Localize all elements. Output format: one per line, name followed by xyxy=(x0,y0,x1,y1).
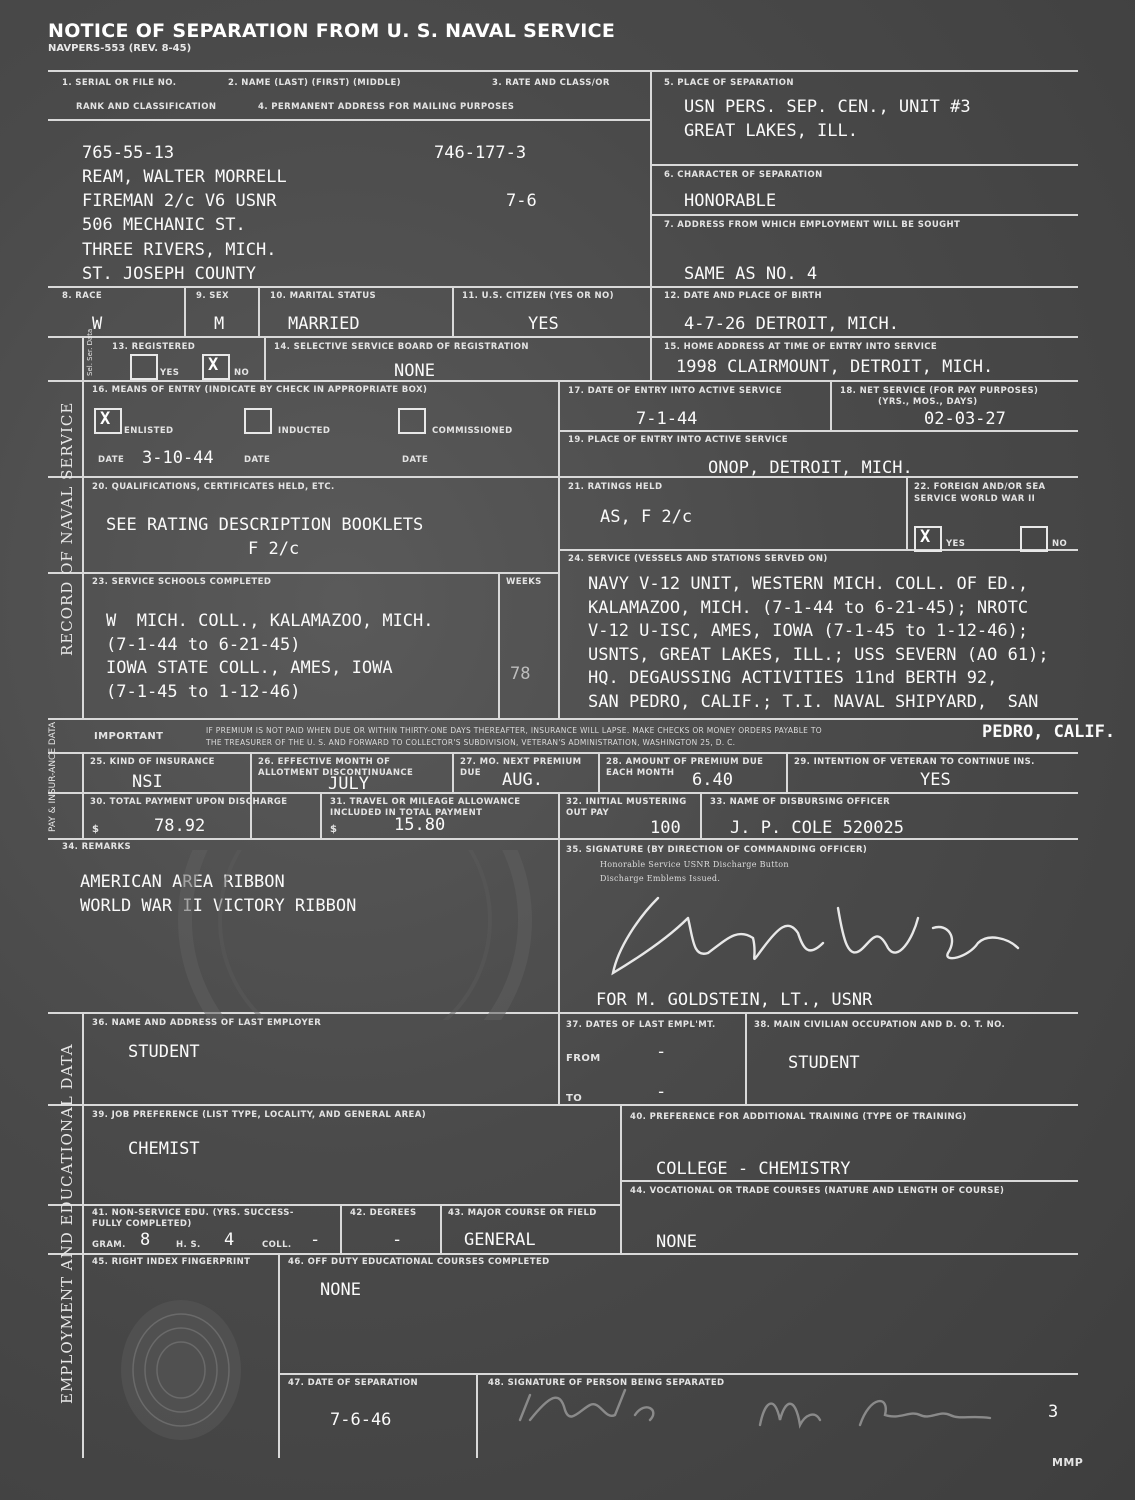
registered-yes-box xyxy=(130,354,158,380)
rule xyxy=(48,752,1078,754)
foreign-check: X xyxy=(920,527,931,547)
rule xyxy=(786,752,788,792)
rule xyxy=(906,476,908,549)
character-value: HONORABLE xyxy=(684,191,777,211)
rule xyxy=(48,1253,1078,1255)
rule xyxy=(700,792,702,838)
label-inducted: INDUCTED xyxy=(278,426,331,436)
address-line-2: THREE RIVERS, MICH. xyxy=(82,240,277,260)
ss-board-value: NONE xyxy=(394,361,435,381)
stamp-line-2: Discharge Emblems Issued. xyxy=(600,874,721,883)
label-allotment: ALLOTMENT DISCONTINUANCE xyxy=(258,768,414,778)
label-disbursing-officer: 33. NAME OF DISBURSING OFFICER xyxy=(710,797,891,807)
rule xyxy=(82,336,84,718)
label-date-enlisted: DATE xyxy=(98,455,125,465)
label-travel-included: INCLUDED IN TOTAL PAYMENT xyxy=(330,808,483,818)
label-foreign-yes: YES xyxy=(946,539,966,549)
dollar-sign-total: $ xyxy=(92,824,100,835)
label-permanent-address: 4. PERMANENT ADDRESS FOR MAILING PURPOSES xyxy=(258,102,515,112)
label-vocational: 44. VOCATIONAL OR TRADE COURSES (NATURE AND LENGTH OF COURSE) xyxy=(630,1186,1005,1196)
rule xyxy=(650,70,652,336)
important-notice-line-2: THE TREASURER OF THE U. S. AND FORWARD TO COLLECTOR'S SUBDIVISION, VETERAN'S ADMINISTRATION, WASHINGTON 25, D. C. xyxy=(206,738,736,747)
rule xyxy=(48,572,558,574)
rule xyxy=(48,1204,620,1206)
label-yes: YES xyxy=(160,368,180,378)
rule xyxy=(48,380,1078,382)
label-date-inducted: DATE xyxy=(244,455,271,465)
label-college: COLL. xyxy=(262,1240,292,1250)
label-rank: RANK AND CLASSIFICATION xyxy=(76,102,217,112)
label-foreign-service-2: SERVICE WORLD WAR II xyxy=(914,494,1036,504)
foreign-no-box xyxy=(1020,526,1048,552)
net-service-value: 02-03-27 xyxy=(924,409,1006,429)
label-premium-amount: 28. AMOUNT OF PREMIUM DUE xyxy=(606,757,764,767)
commissioned-box xyxy=(398,408,426,434)
rule xyxy=(48,792,1078,794)
rate-value: FIREMAN 2/c V6 USNR xyxy=(82,191,277,211)
rule xyxy=(558,792,560,838)
official-seal xyxy=(170,850,540,1020)
label-name: 2. NAME (LAST) (FIRST) (MIDDLE) xyxy=(228,78,401,88)
label-entry-place: 19. PLACE OF ENTRY INTO ACTIVE SERVICE xyxy=(568,435,788,445)
label-high-school: H. S. xyxy=(176,1240,201,1250)
rule xyxy=(558,838,560,1104)
label-separation-date: 47. DATE OF SEPARATION xyxy=(288,1378,419,1388)
form-title: NOTICE OF SEPARATION FROM U. S. NAVAL SERVICE xyxy=(48,20,616,42)
separation-date-value: 7-6-46 xyxy=(330,1410,392,1430)
service-vessels-value: NAVY V-12 UNIT, WESTERN MICH. COLL. OF ED., KALAMAZOO, MICH. (7-1-44 to 6-21-45); NROTC V-12 U-ISC, AMES, IOWA (7-1-45 to 1-12-46); USNTS, GREAT LAKES, ILL.; USS SEVERN (AO 61); HQ. DEGAUSSING ACTIVITIES 11nd BERTH 92, SAN PEDRO, CALIF.; T.I. NAVAL SHIPYARD, SAN xyxy=(588,574,1049,712)
address-line-3: ST. JOSEPH COUNTY xyxy=(82,264,256,284)
label-foreign-service: 22. FOREIGN AND/OR SEA xyxy=(914,482,1046,492)
label-character: 6. CHARACTER OF SEPARATION xyxy=(664,170,823,180)
total-payment-value: 78.92 xyxy=(154,816,206,836)
label-each-month: EACH MONTH xyxy=(606,768,675,778)
enlist-date-value: 3-10-44 xyxy=(142,448,214,468)
label-ratings: 21. RATINGS HELD xyxy=(568,482,663,492)
important-notice-line-1: IF PREMIUM IS NOT PAID WHEN DUE OR WITHIN THIRTY-ONE DAYS THEREAFTER, INSURANCE WILL LAPSE. MAKE CHECKS OR MONEY ORDERS PAYABLE TO xyxy=(206,726,822,735)
label-employment-address: 7. ADDRESS FROM WHICH EMPLOYMENT WILL BE SOUGHT xyxy=(664,220,961,230)
qualifications-line-2: F 2/c xyxy=(248,539,300,559)
remarks-line-1: AMERICAN AREA RIBBON xyxy=(80,872,285,892)
label-ss-board: 14. SELECTIVE SERVICE BOARD OF REGISTRATION xyxy=(274,342,529,352)
off-duty-value: NONE xyxy=(320,1280,361,1300)
label-no: NO xyxy=(234,368,250,378)
rule xyxy=(250,752,252,838)
entry-date-value: 7-1-44 xyxy=(636,409,698,429)
rule xyxy=(452,286,454,336)
class-value: 7-6 xyxy=(506,191,537,211)
allotment-month-value: JULY xyxy=(328,774,369,794)
rule xyxy=(558,380,560,718)
rule xyxy=(620,1180,1078,1182)
label-place-separation: 5. PLACE OF SEPARATION xyxy=(664,78,794,88)
rule xyxy=(264,336,266,380)
address-line-1: 506 MECHANIC ST. xyxy=(82,215,246,235)
form-number: NAVPERS-553 (REV. 8-45) xyxy=(48,43,192,54)
rule xyxy=(340,1204,342,1253)
rule xyxy=(440,1204,442,1253)
officer-signature xyxy=(598,878,1038,988)
label-sex: 9. SEX xyxy=(196,291,229,301)
rule xyxy=(830,380,832,430)
label-continue-insurance: 29. INTENTION OF VETERAN TO CONTINUE INS. xyxy=(794,757,1035,767)
rule xyxy=(82,1012,84,1458)
degrees-value: - xyxy=(392,1230,403,1250)
race-value: W xyxy=(92,314,103,334)
label-citizen: 11. U.S. CITIZEN (YES OR NO) xyxy=(462,291,614,301)
label-birth: 12. DATE AND PLACE OF BIRTH xyxy=(664,291,822,301)
insurance-value: NSI xyxy=(132,772,163,792)
label-from: FROM xyxy=(566,1053,601,1064)
rule xyxy=(48,336,1078,338)
label-serial: 1. SERIAL OR FILE NO. xyxy=(62,78,177,88)
remarks-line-2: WORLD WAR II VICTORY RIBBON xyxy=(80,896,357,916)
label-registered: 13. REGISTERED xyxy=(112,342,196,352)
label-service-schools: 23. SERVICE SCHOOLS COMPLETED xyxy=(92,577,272,587)
birth-value: 4-7-26 DETROIT, MICH. xyxy=(684,314,899,334)
label-remarks: 34. REMARKS xyxy=(62,842,132,852)
rule xyxy=(598,752,600,792)
registered-check: X xyxy=(208,355,219,375)
file-no-value: 746-177-3 xyxy=(434,143,527,163)
citizen-value: YES xyxy=(528,314,559,334)
label-mustering-pay: OUT PAY xyxy=(566,808,610,818)
qualifications-line-1: SEE RATING DESCRIPTION BOOKLETS xyxy=(106,515,424,535)
dollar-sign-travel: $ xyxy=(330,824,338,835)
rule xyxy=(498,572,500,718)
label-date-commissioned: DATE xyxy=(402,455,429,465)
rule xyxy=(650,336,652,380)
stamp-line-1: Honorable Service USNR Discharge Button xyxy=(600,860,789,869)
for-officer-value: FOR M. GOLDSTEIN, LT., USNR xyxy=(596,990,873,1010)
weeks-value: 78 xyxy=(510,664,531,684)
rule xyxy=(278,1253,280,1458)
label-net-service-units: (YRS., MOS., DAYS) xyxy=(878,397,978,407)
veteran-signature xyxy=(500,1380,1020,1440)
label-last-employer: 36. NAME AND ADDRESS OF LAST EMPLOYER xyxy=(92,1018,322,1028)
fingerprint-impression xyxy=(96,1290,266,1440)
label-sel-ser: Sel. Ser. Data xyxy=(86,328,94,376)
label-next-premium: 27. MO. NEXT PREMIUM xyxy=(460,757,582,767)
rule xyxy=(48,286,1078,288)
travel-value: 15.80 xyxy=(394,815,446,835)
label-foreign-no: NO xyxy=(1052,539,1068,549)
label-travel: 31. TRAVEL OR MILEAGE ALLOWANCE xyxy=(330,797,521,807)
rule xyxy=(558,549,1078,551)
label-important: IMPORTANT xyxy=(94,731,164,742)
label-marital: 10. MARITAL STATUS xyxy=(270,291,377,301)
last-employer-value: STUDENT xyxy=(128,1042,200,1062)
label-total-payment: 30. TOTAL PAYMENT UPON DISCHARGE xyxy=(90,797,288,807)
rule xyxy=(452,752,454,792)
side-label-employment: EMPLOYMENT AND EDUCATIONAL DATA xyxy=(58,1043,76,1404)
inducted-box xyxy=(244,408,272,434)
college-years-value: - xyxy=(310,1230,321,1250)
rule xyxy=(476,1373,478,1458)
label-grammar: GRAM. xyxy=(92,1240,126,1250)
label-weeks: WEEKS xyxy=(506,577,542,587)
label-commissioned: COMMISSIONED xyxy=(432,426,513,436)
rule xyxy=(82,752,84,838)
rule xyxy=(48,476,1078,478)
premium-amount-value: 6.40 xyxy=(692,770,733,790)
label-non-service-education: 41. NON-SERVICE EDU. (YRS. SUCCESS- xyxy=(92,1208,294,1218)
label-degrees: 42. DEGREES xyxy=(350,1208,417,1218)
side-label-pay: PAY & INSUR-ANCE DATA xyxy=(48,721,58,832)
label-off-duty-courses: 46. OFF DUTY EDUCATIONAL COURSES COMPLETED xyxy=(288,1257,550,1267)
rule xyxy=(320,792,322,838)
label-major: 43. MAJOR COURSE OR FIELD xyxy=(448,1208,597,1218)
label-signature-separated: 48. SIGNATURE OF PERSON BEING SEPARATED xyxy=(488,1378,725,1388)
job-preference-value: CHEMIST xyxy=(128,1139,200,1159)
label-enlisted: ENLISTED xyxy=(124,426,174,436)
rule xyxy=(650,164,1078,166)
major-value: GENERAL xyxy=(464,1230,536,1250)
rule xyxy=(48,1104,1078,1106)
marital-value: MARRIED xyxy=(288,314,360,334)
label-fingerprint: 45. RIGHT INDEX FINGERPRINT xyxy=(92,1257,251,1267)
label-entry-date: 17. DATE OF ENTRY INTO ACTIVE SERVICE xyxy=(568,386,782,396)
place-separation-line-2: GREAT LAKES, ILL. xyxy=(684,121,858,141)
service-vessels-continuation: PEDRO, CALIF. xyxy=(982,722,1116,742)
occupation-value: STUDENT xyxy=(788,1053,860,1073)
continue-insurance-value: YES xyxy=(920,770,951,790)
label-insurance-kind: 25. KIND OF INSURANCE xyxy=(90,757,215,767)
home-address-value: 1998 CLAIRMOUNT, DETROIT, MICH. xyxy=(676,357,994,377)
label-fully-completed: FULLY COMPLETED) xyxy=(92,1219,192,1229)
label-means-entry: 16. MEANS OF ENTRY (INDICATE BY CHECK IN APPROPRIATE BOX) xyxy=(92,385,428,395)
employment-address-value: SAME AS NO. 4 xyxy=(684,264,818,284)
ratings-value: AS, F 2/c xyxy=(600,507,693,527)
label-qualifications: 20. QUALIFICATIONS, CERTIFICATES HELD, ETC. xyxy=(92,482,335,492)
label-mustering: 32. INITIAL MUSTERING xyxy=(566,797,687,807)
label-to: TO xyxy=(566,1093,583,1104)
training-value: COLLEGE - CHEMISTRY xyxy=(656,1159,851,1179)
grammar-years-value: 8 xyxy=(140,1230,151,1250)
label-net-service: 18. NET SERVICE (FOR PAY PURPOSES) xyxy=(840,386,1039,396)
enlisted-check: X xyxy=(100,409,111,429)
rule xyxy=(620,1104,622,1253)
label-training-preference: 40. PREFERENCE FOR ADDITIONAL TRAINING (TYPE OF TRAINING) xyxy=(630,1112,967,1122)
rule xyxy=(745,1012,747,1104)
label-signature-officer: 35. SIGNATURE (BY DIRECTION OF COMMANDING OFFICER) xyxy=(566,845,868,855)
rule xyxy=(48,838,1078,840)
place-separation-line-1: USN PERS. SEP. CEN., UNIT #3 xyxy=(684,97,971,117)
label-job-preference: 39. JOB PREFERENCE (LIST TYPE, LOCALITY, AND GENERAL AREA) xyxy=(92,1110,426,1120)
rule xyxy=(48,718,1078,720)
disbursing-officer-value: J. P. COLE 520025 xyxy=(730,818,904,838)
mustering-value: 100 xyxy=(650,818,681,838)
sex-value: M xyxy=(214,314,225,334)
premium-due-value: AUG. xyxy=(502,770,543,790)
side-label-record: RECORD OF NAVAL SERVICE xyxy=(58,401,76,656)
serial-value: 765-55-13 xyxy=(82,143,175,163)
label-next-premium-due: DUE xyxy=(460,768,481,778)
label-effective-month: 26. EFFECTIVE MONTH OF xyxy=(258,757,391,767)
rule xyxy=(258,286,260,336)
page-number: 3 xyxy=(1048,1402,1059,1422)
initials-mark: MMP xyxy=(1052,1456,1084,1469)
label-service-vessels: 24. SERVICE (VESSELS AND STATIONS SERVED ON) xyxy=(568,554,828,564)
label-dates-last-employment: 37. DATES OF LAST EMPL'MT. xyxy=(566,1020,716,1030)
label-civilian-occupation: 38. MAIN CIVILIAN OCCUPATION AND D. O. T. NO. xyxy=(754,1020,1006,1030)
to-value: - xyxy=(656,1082,667,1102)
label-rate: 3. RATE AND CLASS/OR xyxy=(492,78,610,88)
rule xyxy=(278,1373,1078,1375)
rule xyxy=(184,286,186,336)
vocational-value: NONE xyxy=(656,1232,697,1252)
rule xyxy=(48,70,1078,72)
rule xyxy=(558,430,1078,432)
service-schools-value: W MICH. COLL., KALAMAZOO, MICH. (7-1-44 to 6-21-45) IOWA STATE COLL., AMES, IOWA (7-1-45 to 1-12-46) xyxy=(106,611,434,702)
label-home-address: 15. HOME ADDRESS AT TIME OF ENTRY INTO SERVICE xyxy=(664,342,938,352)
rule xyxy=(48,119,650,121)
rule xyxy=(650,214,1078,216)
from-value: - xyxy=(656,1042,667,1062)
high-school-years-value: 4 xyxy=(224,1230,235,1250)
entry-place-value: ONOP, DETROIT, MICH. xyxy=(708,458,913,478)
name-value: REAM, WALTER MORRELL xyxy=(82,167,287,187)
label-race: 8. RACE xyxy=(62,291,103,301)
